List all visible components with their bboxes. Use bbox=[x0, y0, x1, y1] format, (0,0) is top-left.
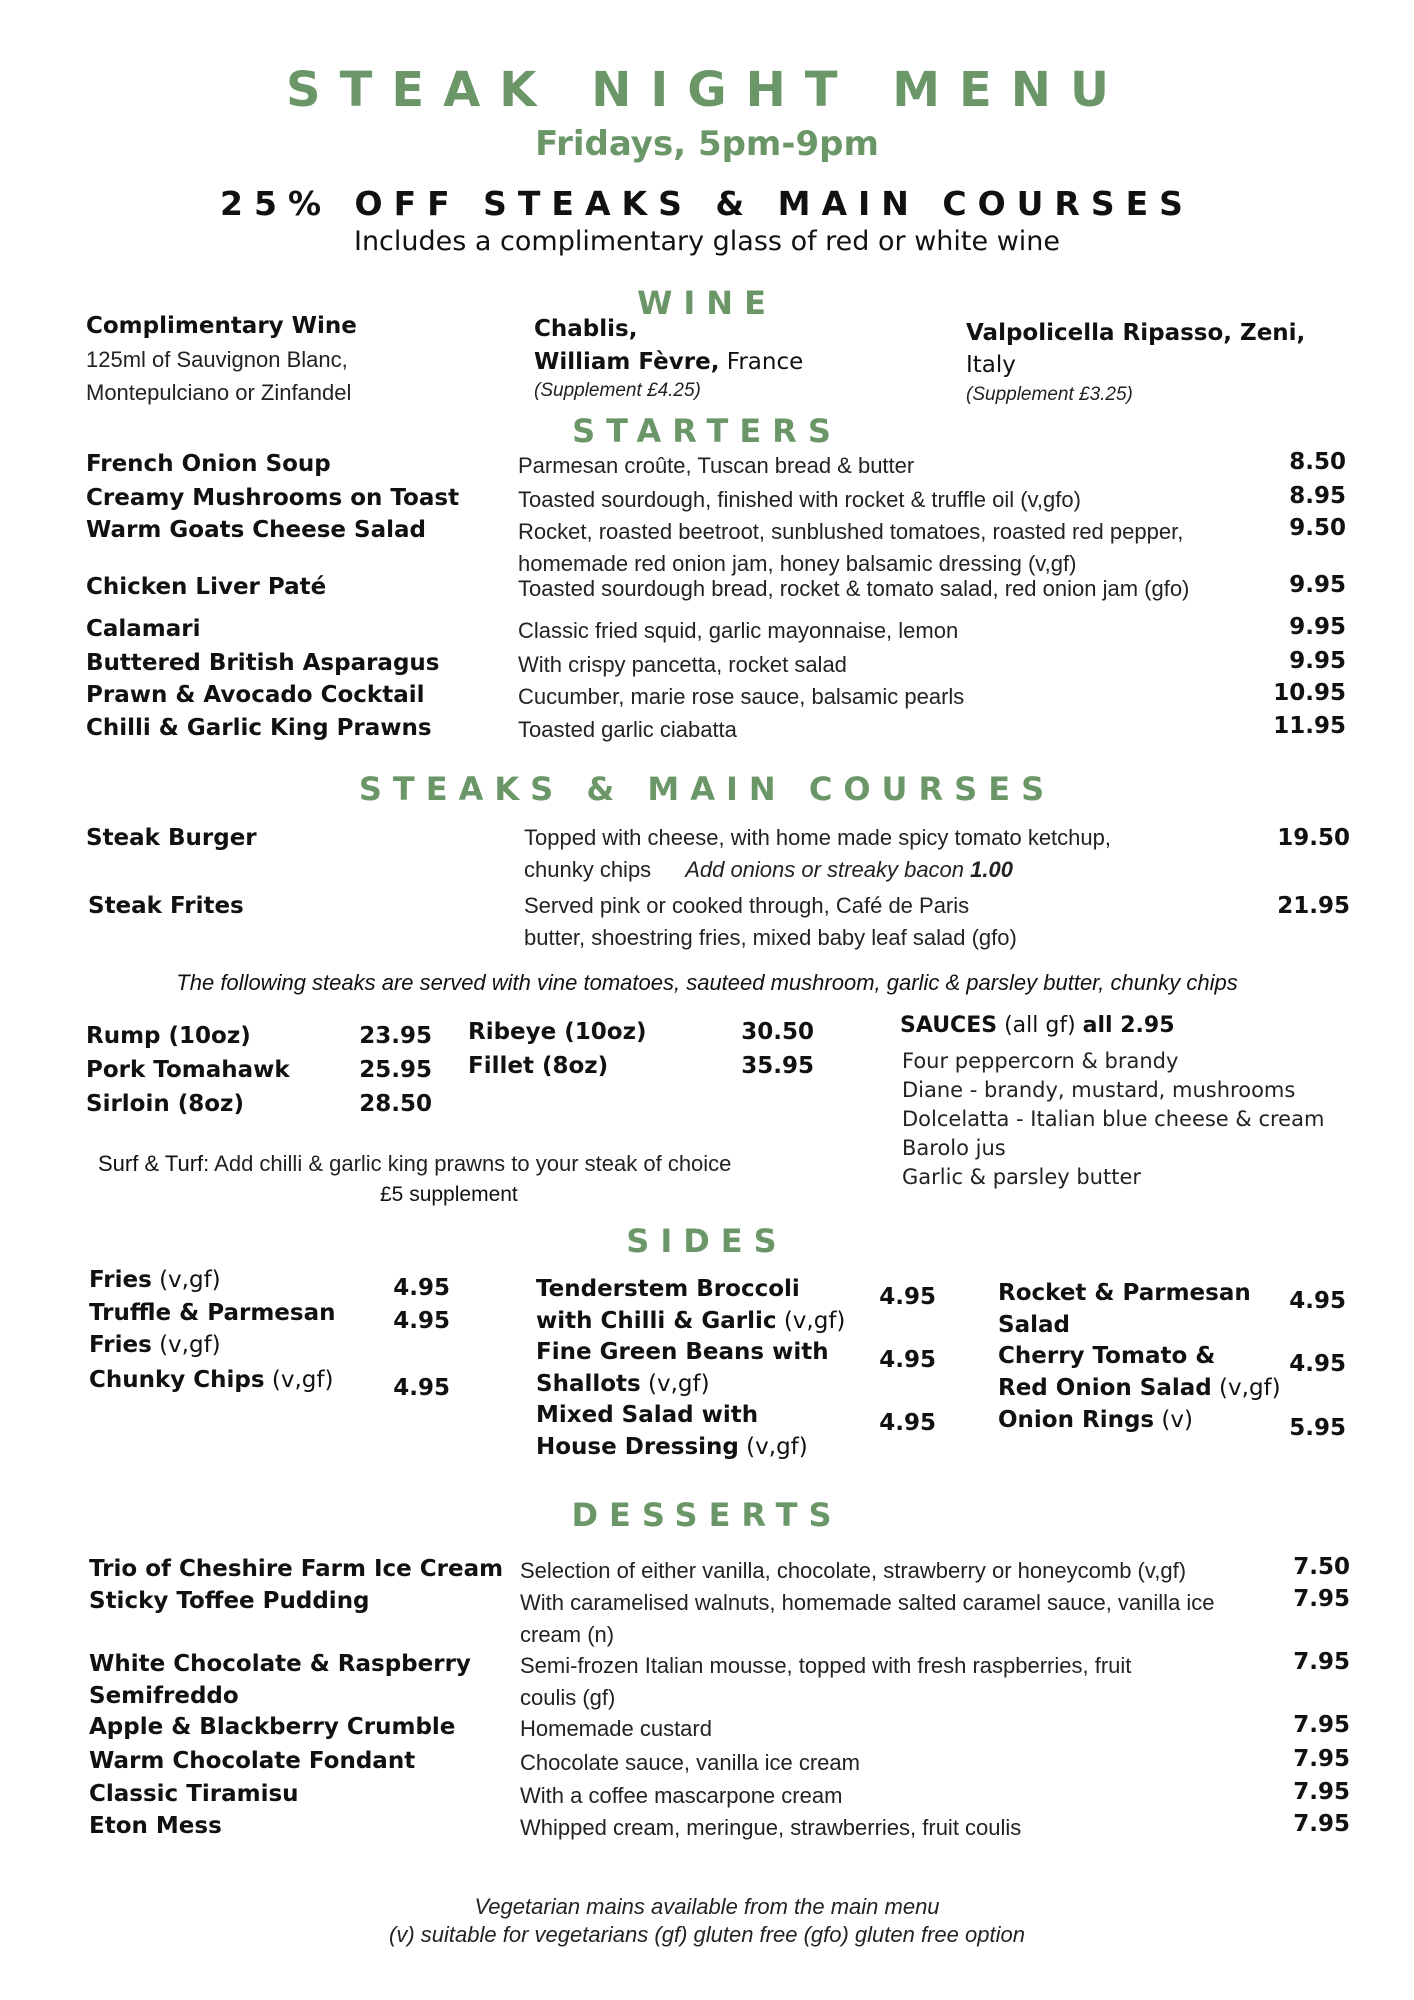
side-price: 4.95 bbox=[879, 1347, 936, 1373]
offer-banner: 25% OFF STEAKS & MAIN COURSES bbox=[220, 184, 1194, 223]
wine-chablis-producer bbox=[534, 349, 803, 375]
starter-price: 9.50 bbox=[1289, 515, 1346, 541]
side-item-line2 bbox=[536, 1434, 808, 1460]
side-price: 4.95 bbox=[393, 1375, 450, 1401]
dessert-price: 7.95 bbox=[1293, 1811, 1350, 1837]
section-heading-desserts: DESSERTS bbox=[571, 1496, 843, 1534]
starter-price: 11.95 bbox=[1273, 713, 1346, 739]
side-tag: (v,gf) bbox=[776, 1308, 846, 1334]
starter-desc: Cucumber, marie rose sauce, balsamic pearls bbox=[518, 684, 965, 709]
dessert-desc: Selection of either vanilla, chocolate, strawberry or honeycomb (v,gf) bbox=[520, 1558, 1187, 1583]
dessert-price: 7.95 bbox=[1293, 1746, 1350, 1772]
sauce-item: Diane - brandy, mustard, mushrooms bbox=[902, 1078, 1296, 1102]
section-heading-sides: SIDES bbox=[626, 1222, 788, 1260]
steak-name: Sirloin (8oz) bbox=[86, 1091, 244, 1117]
side-name: Mixed Salad with bbox=[536, 1402, 759, 1428]
side-item bbox=[998, 1280, 1251, 1306]
dessert-price: 7.95 bbox=[1293, 1779, 1350, 1805]
steak-name: Fillet (8oz) bbox=[468, 1053, 609, 1079]
side-tag: (v,gf) bbox=[151, 1267, 221, 1293]
side-tag: (v,gf) bbox=[738, 1434, 808, 1460]
steaks-served-note: The following steaks are served with vine tomatoes, sauteed mushroom, garlic & parsley butter, chunky chips bbox=[176, 970, 1238, 995]
starter-desc: Rocket, roasted beetroot, sunblushed tomatoes, roasted red pepper, bbox=[518, 519, 1184, 544]
main-steak-burger-chips: chunky chips bbox=[524, 857, 652, 882]
side-price: 4.95 bbox=[393, 1308, 450, 1334]
side-name2: Fries bbox=[89, 1332, 152, 1358]
side-name2: Red Onion Salad bbox=[998, 1375, 1212, 1401]
steak-price: 28.50 bbox=[359, 1091, 432, 1117]
side-name2: with Chilli & Garlic bbox=[536, 1308, 777, 1334]
side-item bbox=[536, 1339, 829, 1365]
starter-desc2: homemade red onion jam, honey balsamic dressing (v,gf) bbox=[518, 551, 1077, 576]
side-tag: (v,gf) bbox=[264, 1367, 334, 1393]
dessert-desc: With caramelised walnuts, homemade salted caramel sauce, vanilla ice bbox=[520, 1590, 1215, 1615]
sauces-header bbox=[900, 1013, 1175, 1038]
side-name2: House Dressing bbox=[536, 1434, 739, 1460]
surf-and-turf-supplement: £5 supplement bbox=[380, 1183, 518, 1206]
side-item-line2 bbox=[536, 1308, 845, 1334]
steak-name: Rump (10oz) bbox=[86, 1023, 251, 1049]
main-steak-burger-addon: Add onions or streaky bacon bbox=[685, 857, 965, 882]
side-item-line2 bbox=[998, 1312, 1070, 1338]
starter-name: French Onion Soup bbox=[86, 451, 331, 477]
sauces-gf: (all gf) bbox=[997, 1013, 1083, 1038]
dessert-name: Classic Tiramisu bbox=[89, 1781, 299, 1807]
surf-and-turf bbox=[98, 1151, 731, 1177]
page-title: STEAK NIGHT MENU bbox=[286, 62, 1128, 118]
steak-name: Ribeye (10oz) bbox=[468, 1019, 647, 1045]
side-price: 5.95 bbox=[1289, 1415, 1346, 1441]
side-item-line2 bbox=[998, 1375, 1281, 1401]
steak-name: Pork Tomahawk bbox=[86, 1057, 290, 1083]
starter-name: Calamari bbox=[86, 616, 201, 642]
side-item bbox=[89, 1300, 335, 1326]
main-steak-burger-price: 19.50 bbox=[1277, 825, 1350, 851]
dessert-name: White Chocolate & Raspberry bbox=[89, 1651, 471, 1677]
side-name: Truffle & Parmesan bbox=[89, 1300, 336, 1326]
side-name: Onion Rings bbox=[998, 1407, 1155, 1433]
side-name: Tenderstem Broccoli bbox=[536, 1276, 800, 1302]
main-steak-frites-name: Steak Frites bbox=[88, 893, 244, 919]
sauce-item: Dolcelatta - Italian blue cheese & cream bbox=[902, 1107, 1325, 1131]
side-item bbox=[89, 1267, 221, 1293]
side-item-line2 bbox=[89, 1332, 221, 1358]
starter-price: 8.50 bbox=[1289, 449, 1346, 475]
starter-price: 8.95 bbox=[1289, 483, 1346, 509]
starter-name: Creamy Mushrooms on Toast bbox=[86, 485, 460, 511]
side-item bbox=[536, 1402, 758, 1428]
side-name2: Salad bbox=[998, 1312, 1070, 1338]
steak-price: 35.95 bbox=[741, 1053, 814, 1079]
surf-and-turf-label: Surf & Turf: bbox=[98, 1151, 210, 1176]
dessert-name: Apple & Blackberry Crumble bbox=[89, 1714, 456, 1740]
page-subtitle: Fridays, 5pm-9pm bbox=[535, 124, 879, 164]
wine-chablis-name: Chablis, bbox=[534, 316, 638, 342]
dessert-desc: Homemade custard bbox=[520, 1716, 712, 1741]
side-tag: (v,gf) bbox=[151, 1332, 221, 1358]
footer-key: (v) suitable for vegetarians (gf) gluten free (gfo) gluten free option bbox=[389, 1922, 1025, 1947]
side-item bbox=[536, 1276, 800, 1302]
wine-complimentary-line1: 125ml of Sauvignon Blanc, bbox=[86, 347, 348, 372]
starter-name: Chicken Liver Paté bbox=[86, 574, 327, 600]
dessert-name2: Semifreddo bbox=[89, 1683, 239, 1709]
side-item bbox=[998, 1343, 1215, 1369]
main-steak-frites-desc2: butter, shoestring fries, mixed baby leaf salad (gfo) bbox=[524, 925, 1017, 950]
wine-chablis-producer-bold: William Fèvre, bbox=[534, 349, 720, 375]
dessert-name: Eton Mess bbox=[89, 1813, 222, 1839]
main-steak-frites-desc: Served pink or cooked through, Café de Paris bbox=[524, 893, 970, 918]
dessert-desc2: coulis (gf) bbox=[520, 1685, 616, 1710]
dessert-desc: Semi-frozen Italian mousse, topped with fresh raspberries, fruit bbox=[520, 1653, 1132, 1678]
main-steak-burger-desc2 bbox=[524, 857, 1013, 883]
wine-complimentary-name: Complimentary Wine bbox=[86, 313, 357, 339]
starter-price: 9.95 bbox=[1289, 648, 1346, 674]
starter-price: 9.95 bbox=[1289, 614, 1346, 640]
wine-valpolicella-supplement: (Supplement £3.25) bbox=[966, 384, 1133, 405]
side-price: 4.95 bbox=[1289, 1288, 1346, 1314]
starter-desc: Toasted garlic ciabatta bbox=[518, 717, 737, 742]
side-item-line2 bbox=[536, 1371, 710, 1397]
sauces-price: all 2.95 bbox=[1082, 1013, 1175, 1038]
main-steak-burger-desc: Topped with cheese, with home made spicy tomato ketchup, bbox=[524, 825, 1111, 850]
dessert-desc: With a coffee mascarpone cream bbox=[520, 1783, 843, 1808]
side-item bbox=[998, 1407, 1193, 1433]
wine-chablis-country: France bbox=[719, 349, 804, 375]
wine-valpolicella-name: Valpolicella Ripasso, Zeni, bbox=[966, 320, 1306, 346]
starter-name: Buttered British Asparagus bbox=[86, 650, 440, 676]
sauces-label: SAUCES bbox=[900, 1013, 998, 1038]
surf-and-turf-text: Add chilli & garlic king prawns to your steak of choice bbox=[209, 1151, 732, 1176]
steak-price: 30.50 bbox=[741, 1019, 814, 1045]
wine-valpolicella-country: Italy bbox=[966, 352, 1016, 378]
side-tag: (v,gf) bbox=[1211, 1375, 1281, 1401]
starter-desc: Classic fried squid, garlic mayonnaise, lemon bbox=[518, 618, 959, 643]
side-price: 4.95 bbox=[393, 1275, 450, 1301]
dessert-price: 7.50 bbox=[1293, 1554, 1350, 1580]
starter-desc: Toasted sourdough bread, rocket & tomato salad, red onion jam (gfo) bbox=[518, 576, 1190, 601]
dessert-name: Trio of Cheshire Farm Ice Cream bbox=[89, 1556, 504, 1582]
section-heading-mains: STEAKS & MAIN COURSES bbox=[358, 770, 1056, 808]
dessert-desc2: cream (n) bbox=[520, 1622, 615, 1647]
starter-name: Chilli & Garlic King Prawns bbox=[86, 715, 432, 741]
section-heading-starters: STARTERS bbox=[572, 412, 842, 450]
dessert-price: 7.95 bbox=[1293, 1586, 1350, 1612]
footer-vegetarian-note: Vegetarian mains available from the main menu bbox=[474, 1894, 940, 1919]
dessert-price: 7.95 bbox=[1293, 1712, 1350, 1738]
starter-name: Prawn & Avocado Cocktail bbox=[86, 682, 425, 708]
side-name: Cherry Tomato & bbox=[998, 1343, 1216, 1369]
side-price: 4.95 bbox=[879, 1410, 936, 1436]
wine-chablis-supplement: (Supplement £4.25) bbox=[534, 380, 701, 401]
side-price: 4.95 bbox=[879, 1284, 936, 1310]
side-name: Fries bbox=[89, 1267, 152, 1293]
starter-name: Warm Goats Cheese Salad bbox=[86, 517, 426, 543]
main-steak-burger-addon-price: 1.00 bbox=[970, 857, 1013, 882]
main-steak-frites-price: 21.95 bbox=[1277, 893, 1350, 919]
side-name: Rocket & Parmesan bbox=[998, 1280, 1251, 1306]
dessert-name: Sticky Toffee Pudding bbox=[89, 1588, 370, 1614]
steak-price: 23.95 bbox=[359, 1023, 432, 1049]
sauce-item: Barolo jus bbox=[902, 1136, 1006, 1160]
steak-price: 25.95 bbox=[359, 1057, 432, 1083]
dessert-desc: Whipped cream, meringue, strawberries, fruit coulis bbox=[520, 1815, 1022, 1840]
side-item bbox=[89, 1367, 333, 1393]
side-name: Fine Green Beans with bbox=[536, 1339, 829, 1365]
side-name: Chunky Chips bbox=[89, 1367, 265, 1393]
dessert-name: Warm Chocolate Fondant bbox=[89, 1748, 416, 1774]
side-price: 4.95 bbox=[1289, 1351, 1346, 1377]
dessert-desc: Chocolate sauce, vanilla ice cream bbox=[520, 1750, 860, 1775]
starter-desc: Parmesan croûte, Tuscan bread & butter bbox=[518, 453, 915, 478]
starter-price: 9.95 bbox=[1289, 572, 1346, 598]
starter-desc: Toasted sourdough, finished with rocket & truffle oil (v,gfo) bbox=[518, 487, 1081, 512]
starter-price: 10.95 bbox=[1273, 680, 1346, 706]
side-name2: Shallots bbox=[536, 1371, 641, 1397]
section-heading-wine: WINE bbox=[637, 284, 777, 322]
includes-text: Includes a complimentary glass of red or white wine bbox=[353, 226, 1061, 257]
side-tag: (v) bbox=[1154, 1407, 1193, 1433]
dessert-price: 7.95 bbox=[1293, 1649, 1350, 1675]
sauce-item: Four peppercorn & brandy bbox=[902, 1049, 1179, 1073]
main-steak-burger-name: Steak Burger bbox=[86, 825, 257, 851]
sauce-item: Garlic & parsley butter bbox=[902, 1165, 1142, 1189]
wine-complimentary-line2: Montepulciano or Zinfandel bbox=[86, 380, 352, 405]
side-tag: (v,gf) bbox=[640, 1371, 710, 1397]
starter-desc: With crispy pancetta, rocket salad bbox=[518, 652, 847, 677]
